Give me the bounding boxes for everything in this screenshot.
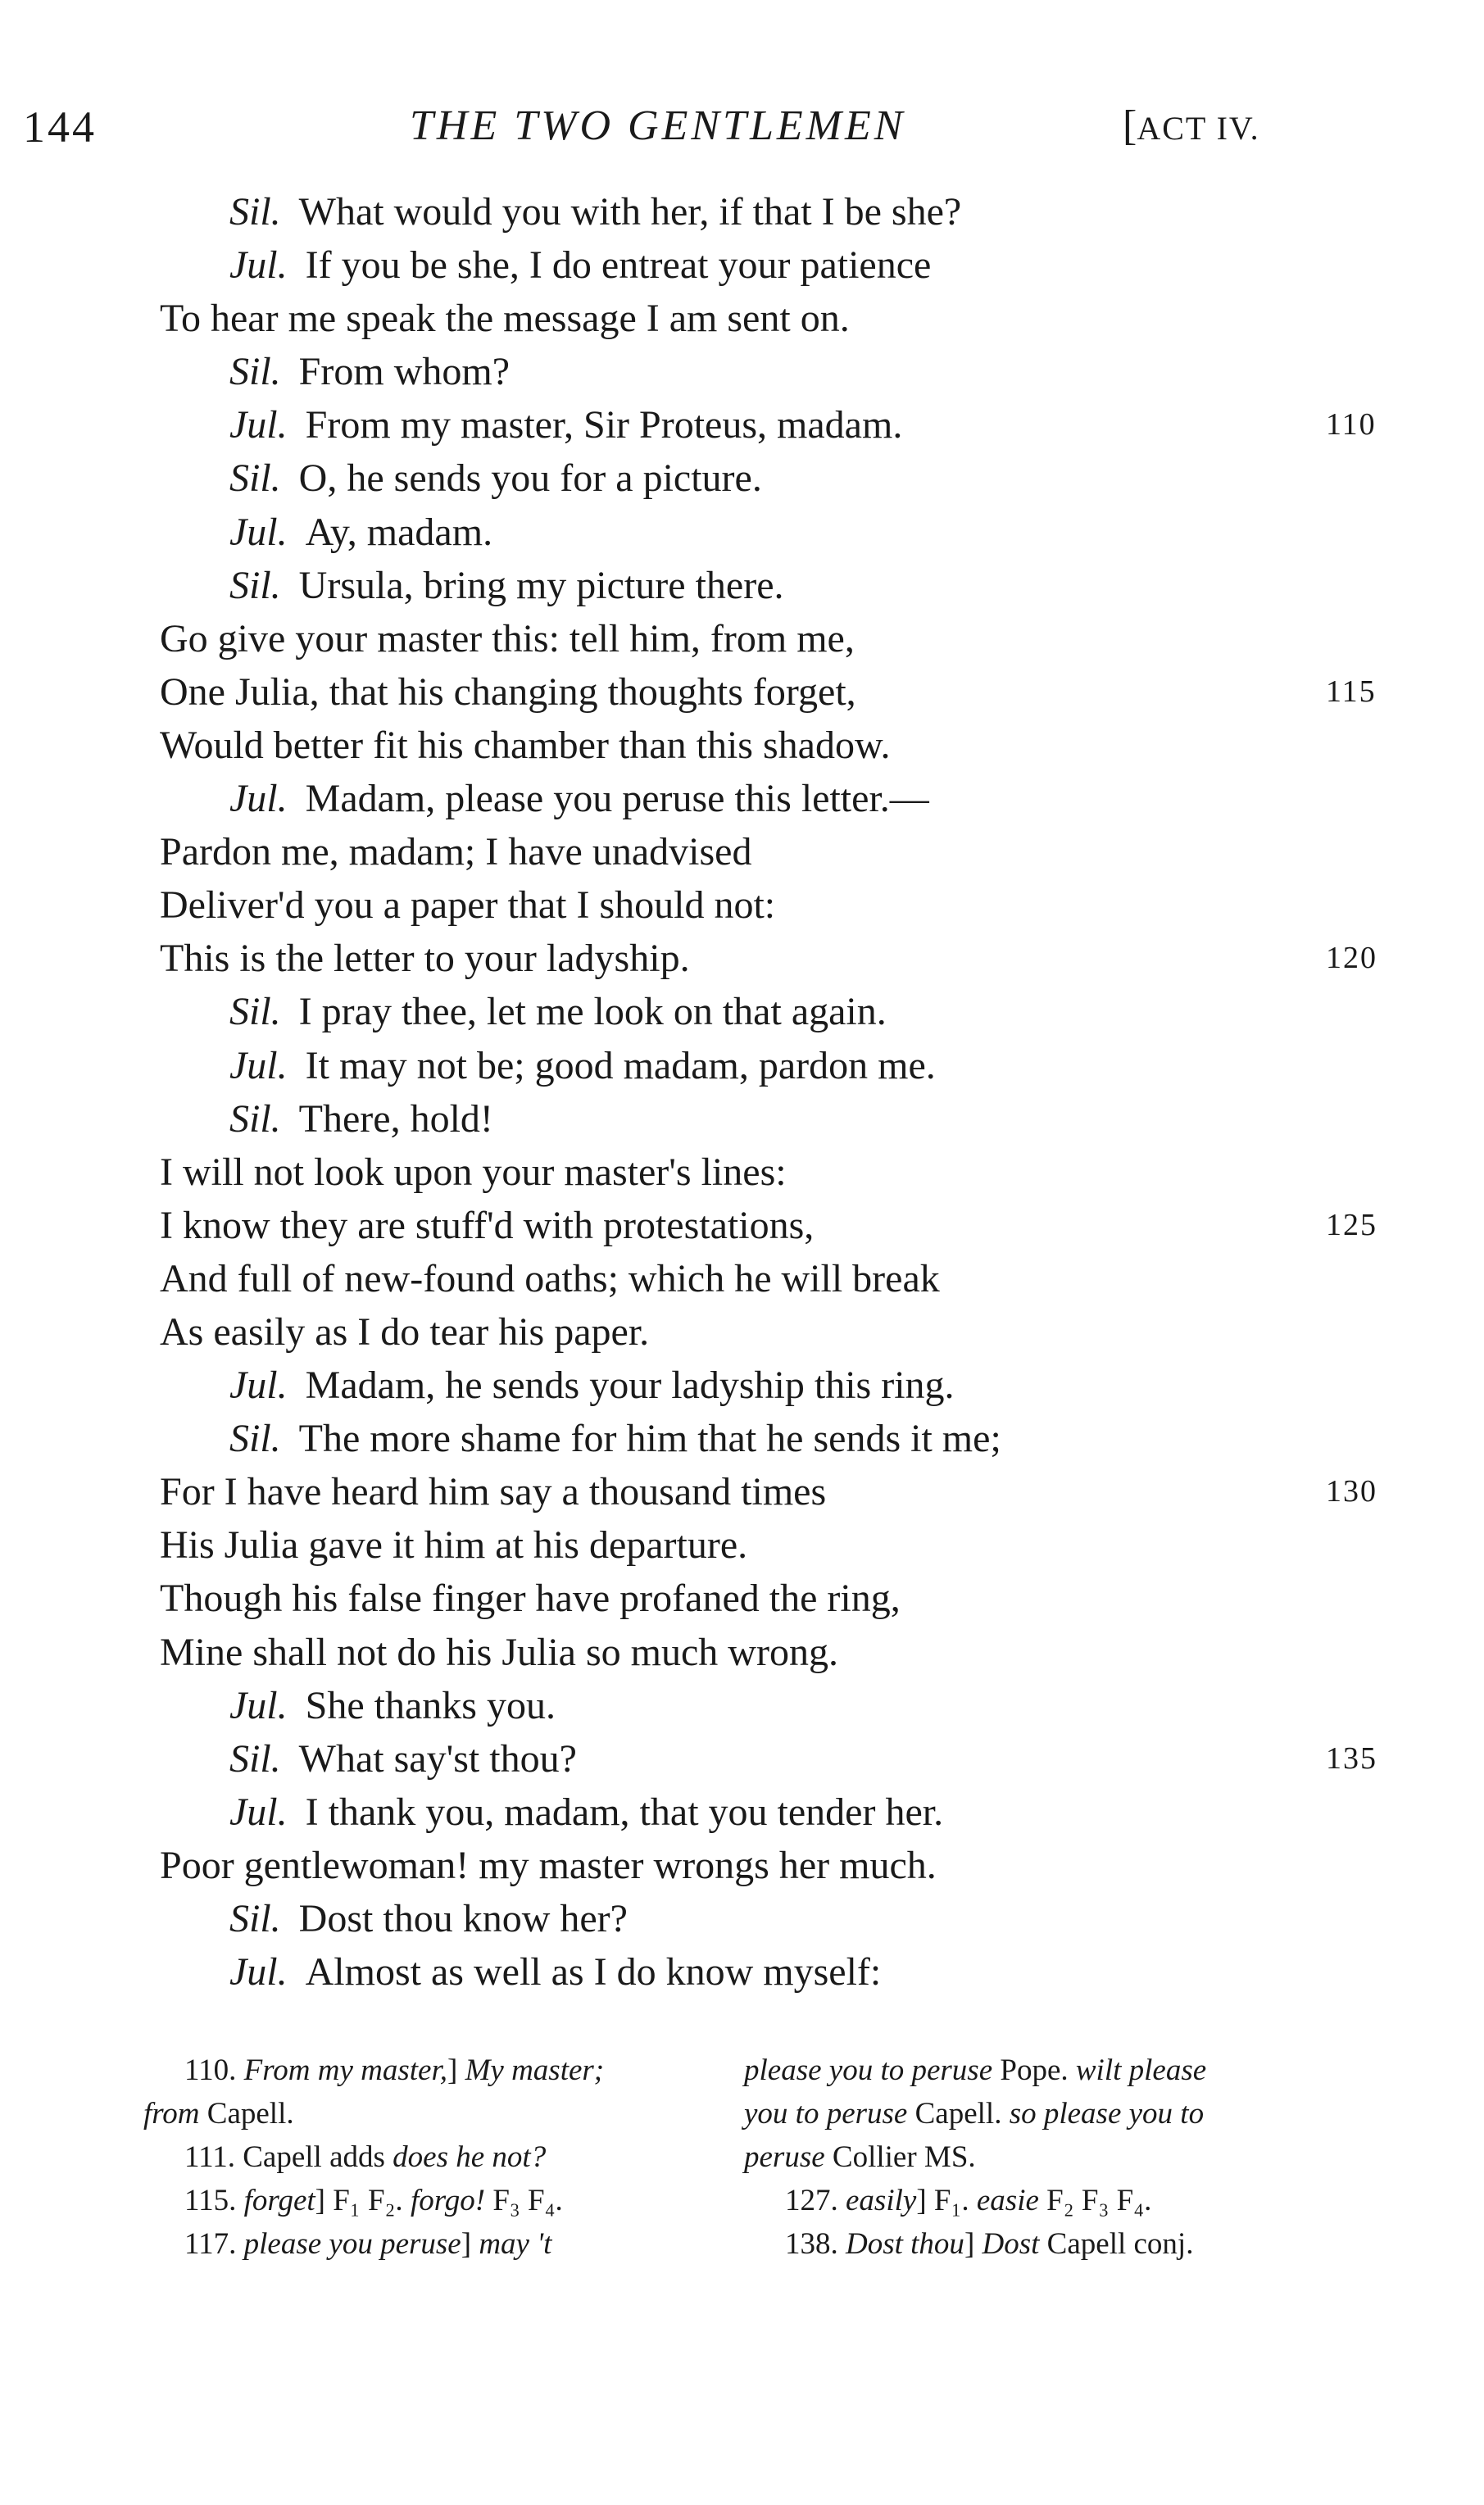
verse-line — [0, 1465, 1484, 1518]
footnote-line — [143, 2049, 709, 2092]
line-text: For I have heard him say a thousand times — [160, 1470, 827, 1514]
verse-line — [0, 1786, 1484, 1839]
verse-line — [0, 238, 1484, 292]
footnote-fragment: easily — [846, 2184, 917, 2217]
verse-line-text — [229, 185, 961, 238]
verse-line-text — [160, 612, 855, 665]
act-text: ACT IV. — [1137, 110, 1260, 147]
speaker-name: Sil. — [229, 990, 281, 1034]
line-text: From my master, Sir Proteus, madam. — [305, 403, 903, 447]
footnote-fragment: Capell. — [907, 2097, 1010, 2131]
footnote-fragment: 127. — [785, 2184, 846, 2217]
footnote-line — [143, 2092, 709, 2135]
verse-line-text — [229, 238, 931, 292]
line-text: It may not be; good madam, pardon me. — [305, 1043, 936, 1087]
line-text: Madam, please you peruse this letter.— — [305, 777, 929, 821]
line-text: Poor gentlewoman! my master wrongs her much. — [160, 1843, 937, 1887]
verse-line-text — [160, 1626, 838, 1679]
line-number: 130 — [1326, 1474, 1377, 1509]
line-text: Dost thou know her? — [298, 1897, 628, 1940]
verse-line-text — [160, 825, 751, 878]
line-text: His Julia gave it him at his departure. — [160, 1523, 748, 1568]
line-text: I will not look upon your master's lines: — [160, 1150, 787, 1194]
footnote-fragment: Capell conj. — [1039, 2227, 1194, 2261]
verse-line-text — [160, 1252, 940, 1305]
line-text: Ursula, bring my picture there. — [298, 563, 784, 607]
footnote-fragment: please you peruse — [243, 2227, 461, 2261]
footnote-fragment: peruse — [744, 2140, 825, 2174]
verse-line — [0, 452, 1484, 505]
line-text: Almost as well as I do know myself: — [305, 1950, 882, 1994]
verse-line-text — [160, 1146, 787, 1199]
verse-line — [0, 1359, 1484, 1412]
verse-line — [0, 185, 1484, 238]
verse-line — [0, 1572, 1484, 1625]
footnote-fragment: From my master, — [243, 2053, 447, 2087]
verse-line — [0, 612, 1484, 665]
speaker-name: Sil. — [229, 563, 281, 607]
verse-line-text — [160, 1465, 826, 1518]
verse-line-text — [160, 719, 891, 772]
verse-line — [0, 1252, 1484, 1305]
verse-line-text — [160, 1518, 747, 1572]
speaker-name: Sil. — [229, 350, 281, 394]
verse-line-text — [229, 1359, 955, 1412]
footnote-line — [143, 2179, 709, 2222]
verse-line — [0, 825, 1484, 878]
footnote-fragment: Dost thou — [846, 2227, 964, 2261]
speaker-name: Jul. — [229, 243, 288, 288]
speaker-name: Jul. — [229, 777, 288, 821]
line-text: I pray thee, let me look on that again. — [298, 990, 887, 1034]
speaker-name: Sil. — [229, 456, 281, 501]
footnote-fragment: forget — [243, 2184, 315, 2217]
verse-line — [0, 772, 1484, 825]
running-title: THE TWO GENTLEMEN — [410, 102, 906, 149]
footnote-line — [744, 2135, 1318, 2179]
footnote-fragment: ] F₁ F₂. — [315, 2184, 411, 2217]
line-text: And full of new-found oaths; which he will break — [160, 1256, 940, 1300]
verse-line-text — [160, 665, 856, 719]
verse-line — [0, 985, 1484, 1038]
verse-line — [0, 398, 1484, 452]
verse-line — [0, 665, 1484, 719]
footnote-line — [744, 2092, 1318, 2135]
line-text: O, he sends you for a picture. — [298, 456, 762, 501]
line-text: Deliver'd you a paper that I should not: — [160, 883, 776, 928]
footnote-fragment: 117. — [184, 2227, 244, 2261]
verse-line — [0, 719, 1484, 772]
footnote-fragment: easie — [976, 2184, 1039, 2217]
line-text: What say'st thou? — [298, 1736, 577, 1781]
verse-line — [0, 1626, 1484, 1679]
verse-line — [0, 559, 1484, 612]
verse-line-text — [160, 292, 850, 345]
footnote-fragment: Pope. — [992, 2053, 1076, 2087]
footnote-fragment: forgo! — [410, 2184, 486, 2217]
verse-line — [0, 1839, 1484, 1892]
page-number: 144 — [23, 102, 97, 152]
line-text: Mine shall not do his Julia so much wrong. — [160, 1630, 838, 1674]
footnote-fragment: 138. — [785, 2227, 846, 2261]
verse-line — [0, 1146, 1484, 1199]
footnote-fragment: F₃ F₄. — [485, 2184, 563, 2217]
line-text: Pardon me, madam; I have unadvised — [160, 830, 752, 874]
footnote-line — [744, 2049, 1318, 2092]
line-text: Go give your master this: tell him, from me, — [160, 616, 855, 660]
footnote-fragment: ] — [964, 2227, 983, 2261]
verse-line — [0, 1199, 1484, 1252]
line-text: From whom? — [298, 350, 510, 394]
line-text: To hear me speak the message I am sent on. — [160, 297, 850, 341]
verse-line — [0, 1305, 1484, 1359]
verse-line-text — [229, 1786, 943, 1839]
line-number: 115 — [1326, 674, 1377, 709]
line-number: 125 — [1326, 1207, 1377, 1242]
speaker-name: Jul. — [229, 1043, 288, 1087]
verse-line-text — [160, 1839, 937, 1892]
line-text: This is the letter to your ladyship. — [160, 937, 690, 981]
verse-line — [0, 506, 1484, 559]
verse-line-text — [160, 1572, 901, 1625]
speaker-name: Sil. — [229, 1417, 281, 1461]
verse-line — [0, 292, 1484, 345]
verse-line-text — [229, 1412, 1001, 1465]
verse-line-text — [229, 506, 492, 559]
verse-line — [0, 1679, 1484, 1732]
speaker-name: Jul. — [229, 1950, 288, 1994]
footnote-fragment: ] F₁. — [916, 2184, 977, 2217]
verse-line-text — [160, 878, 775, 932]
act-bracket: [ — [1123, 102, 1137, 149]
line-text: If you be she, I do entreat your patience — [305, 243, 932, 288]
verse-line-text — [229, 985, 887, 1038]
line-text: I thank you, madam, that you tender her. — [305, 1790, 944, 1834]
footnote-line — [744, 2179, 1318, 2222]
verse-line — [0, 1092, 1484, 1146]
footnote-fragment: 110. — [184, 2053, 244, 2087]
verse-line-text — [229, 772, 929, 825]
verse-line-text — [229, 1892, 628, 1945]
verse-line — [0, 1732, 1484, 1786]
footnote-line — [143, 2222, 709, 2266]
footnote-fragment: so please you to — [1009, 2097, 1205, 2131]
verse-text — [0, 185, 1484, 1999]
verse-line — [0, 1945, 1484, 1999]
verse-line — [0, 345, 1484, 398]
footnotes-right-column — [744, 2049, 1318, 2266]
running-head — [0, 92, 1484, 157]
footnote-fragment: may 't — [479, 2227, 552, 2261]
footnote-fragment: wilt please — [1075, 2053, 1207, 2087]
footnote-fragment: 111. Capell adds — [184, 2140, 393, 2174]
speaker-name: Sil. — [229, 1096, 281, 1141]
footnote-fragment: ] — [447, 2053, 465, 2087]
verse-line — [0, 1518, 1484, 1572]
verse-line-text — [229, 1092, 493, 1146]
speaker-name: Jul. — [229, 1790, 288, 1834]
line-number: 120 — [1326, 941, 1377, 976]
verse-line-text — [229, 398, 902, 452]
speaker-name: Jul. — [229, 510, 288, 554]
speaker-name: Jul. — [229, 1364, 288, 1408]
verse-line — [0, 1039, 1484, 1092]
footnote-fragment: Dost — [982, 2227, 1040, 2261]
line-text: There, hold! — [298, 1096, 493, 1141]
footnote-fragment: 115. — [184, 2184, 244, 2217]
verse-line-text — [229, 345, 510, 398]
verse-line — [0, 932, 1484, 985]
line-text: Would better fit his chamber than this shadow. — [160, 723, 891, 767]
footnote-line — [744, 2222, 1318, 2266]
verse-line-text — [229, 1945, 881, 1999]
verse-line — [0, 1412, 1484, 1465]
footnote-fragment: My master; — [465, 2053, 605, 2087]
line-text: Though his false finger have profaned the ring, — [160, 1577, 901, 1621]
footnote-fragment: does he not? — [393, 2140, 547, 2174]
verse-line-text — [229, 1679, 556, 1732]
footnote-fragment: please you to peruse — [744, 2053, 993, 2087]
speaker-name: Sil. — [229, 190, 281, 234]
verse-line — [0, 1892, 1484, 1945]
speaker-name: Sil. — [229, 1736, 281, 1781]
speaker-name: Sil. — [229, 1897, 281, 1940]
line-text: One Julia, that his changing thoughts forget, — [160, 669, 856, 714]
footnote-fragment: Capell. — [199, 2097, 294, 2131]
footnote-line — [143, 2135, 709, 2179]
verse-line-text — [229, 559, 784, 612]
line-text: As easily as I do tear his paper. — [160, 1309, 650, 1354]
footnote-fragment: Collier MS. — [824, 2140, 976, 2174]
speaker-name: Jul. — [229, 403, 288, 447]
footnote-fragment: F₂ F₃ F₄. — [1038, 2184, 1152, 2217]
line-text: She thanks you. — [305, 1683, 556, 1727]
footnote-fragment: ] — [461, 2227, 479, 2261]
line-number: 135 — [1326, 1740, 1377, 1776]
line-text: The more shame for him that he sends it me; — [298, 1417, 1001, 1461]
line-text: I know they are stuff'd with protestations, — [160, 1203, 815, 1247]
verse-line-text — [229, 1732, 577, 1786]
act-label — [1123, 102, 1260, 150]
verse-line-text — [229, 1039, 936, 1092]
line-text: Madam, he sends your ladyship this ring. — [305, 1364, 955, 1408]
verse-line-text — [160, 932, 690, 985]
line-number: 110 — [1326, 407, 1377, 442]
verse-line-text — [229, 452, 762, 505]
verse-line-text — [160, 1199, 814, 1252]
footnote-fragment: from — [143, 2097, 200, 2131]
footnote-fragment: you to peruse — [744, 2097, 908, 2131]
verse-line-text — [160, 1305, 649, 1359]
line-text: Ay, madam. — [305, 510, 493, 554]
speaker-name: Jul. — [229, 1683, 288, 1727]
verse-line — [0, 878, 1484, 932]
footnotes-left-column — [143, 2049, 709, 2266]
line-text: What would you with her, if that I be she? — [298, 190, 962, 234]
